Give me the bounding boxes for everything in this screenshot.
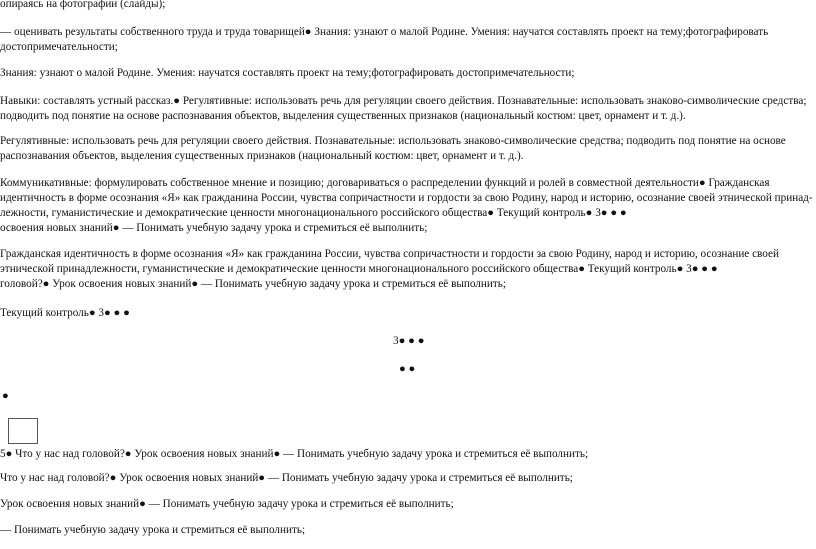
paragraph-4-line-1: Навыки: составлять устный рассказ.● Регулятивные: использовать речь для регуляции своего действия. Познавательные: использовать знаково-символические средства; <box>0 95 807 107</box>
paragraph-6-line-1: Коммуникативные: формулировать собственное мнение и позицию; договариваться о распределении функций и ролей в совместной деятельности● Гражданская <box>0 177 770 189</box>
paragraph-2-line-1: — оценивать результаты собственного труда и труда товарищей● Знания: узнают о малой Родине. Умения: научатся составлять проект на тему;фотографировать <box>0 26 769 38</box>
paragraph-5-line-1: Регулятивные: использовать речь для регуляции своего действия. Познавательные: использовать знаково-символические средства; подводить под понятие на основе <box>0 135 786 147</box>
paragraph-7-line-2: этнической принадлежности, гуманистические и демократические ценности многонационального российского общества● Текущий контроль● 3● ● ● <box>0 263 718 275</box>
paragraph-2 <box>0 25 816 55</box>
centered-score-2: ● ● <box>399 363 416 375</box>
paragraph-5 <box>0 134 816 164</box>
paragraph-4 <box>0 94 816 124</box>
centered-score-1: 3● ● ● <box>393 335 425 347</box>
paragraph-1: опираясь на фотографии (слайды); <box>0 0 166 10</box>
paragraph-7-line-1: Гражданская идентичность в форме осознания «Я» как гражданина России, чувства сопричастности и гордости за свою Родину, народ и историю, осознание своей <box>0 248 779 260</box>
paragraph-7 <box>0 247 816 292</box>
paragraph-6 <box>0 176 816 236</box>
paragraph-4-line-2: подводить под понятие на основе распознавания объектов, выделения существенных признаков (национальный костюм: цвет, орнамент и т. д.). <box>0 110 686 122</box>
paragraph-2-line-2: достопримечательности; <box>0 41 118 53</box>
paragraph-3: Знания: узнают о малой Родине. Умения: научатся составлять проект на тему;фотографировать достопримечательности; <box>0 67 575 79</box>
paragraph-6-line-2: идентичность в форме осознания «Я» как гражданина России, чувства сопричастности и гордости за свою Родину, народ и историю, осознание своей этнической принад- <box>0 192 813 204</box>
paragraph-12: — Понимать учебную задачу урока и стремиться её выполнить; <box>0 524 306 536</box>
paragraph-8: Текущий контроль● 3● ● ● <box>0 307 130 319</box>
paragraph-6-line-3: лежности, гуманистические и демократические ценности многонационального российского общества● Текущий контроль● 3● ● ● <box>0 207 627 219</box>
paragraph-6-line-4: освоения новых знаний● — Понимать учебную задачу урока и стремиться её выполнить; <box>0 222 428 234</box>
paragraph-9: 5● Что у нас над головой?● Урок освоения новых знаний● — Понимать учебную задачу урока и стремиться её выполнить; <box>0 448 589 460</box>
empty-box <box>8 418 38 444</box>
paragraph-10: Что у нас над головой?● Урок освоения новых знаний● — Понимать учебную задачу урока и стремиться её выполнить; <box>0 472 573 484</box>
bullet-mark: ● <box>2 390 9 402</box>
paragraph-11: Урок освоения новых знаний● — Понимать учебную задачу урока и стремиться её выполнить; <box>0 498 454 510</box>
paragraph-7-line-3: головой?● Урок освоения новых знаний● — Понимать учебную задачу урока и стремиться её выполнить; <box>0 278 506 290</box>
paragraph-5-line-2: распознавания объектов, выделения существенных признаков (национальный костюм: цвет, орнамент и т. д.). <box>0 150 524 162</box>
